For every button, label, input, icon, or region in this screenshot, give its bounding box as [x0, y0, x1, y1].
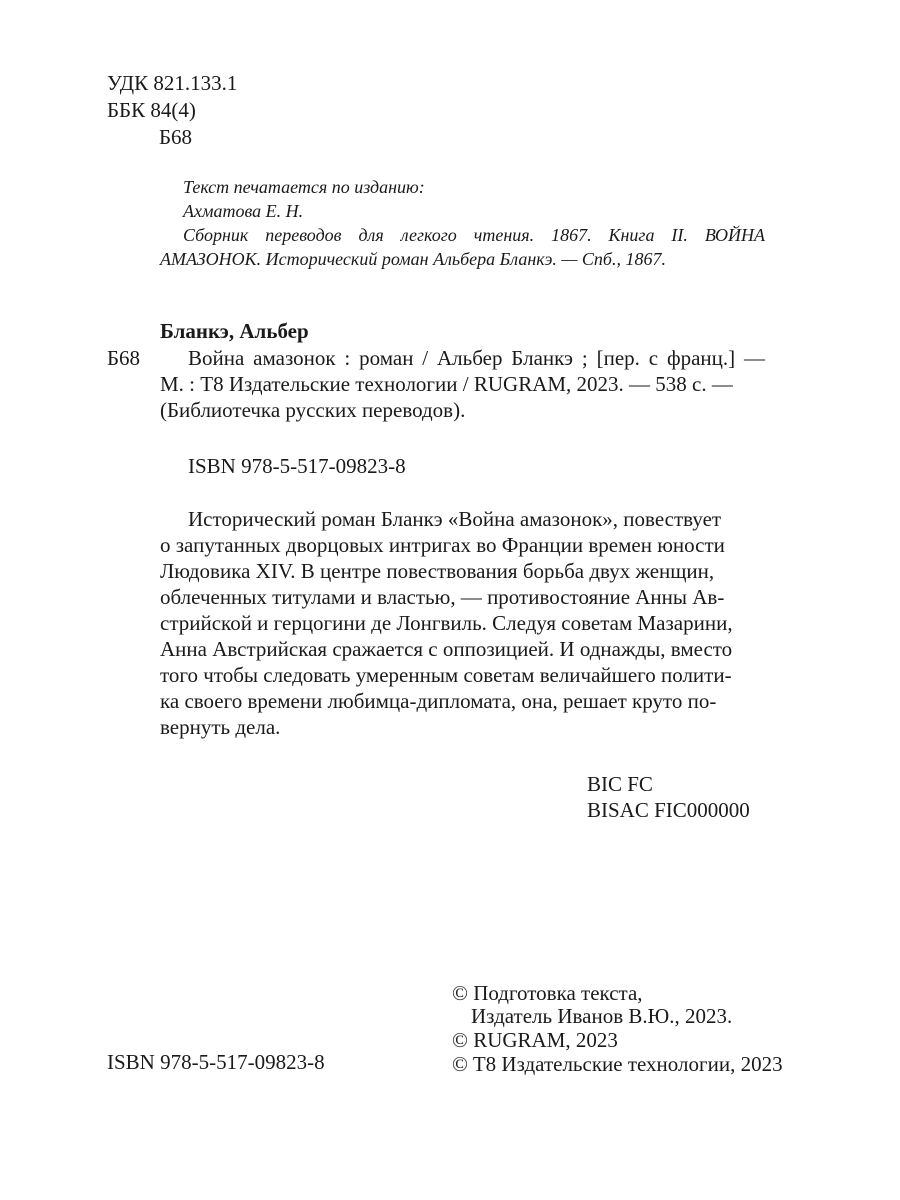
description-line-1: Война амазонок : роман / Альбер Бланкэ ; [пер. с франц.] —: [188, 346, 765, 370]
annotation-line-6: Анна Австрийская сражается с оппозицией. И однажды, вместо: [160, 637, 733, 661]
author-sign: Б68: [107, 346, 141, 370]
bic-code: BIC FC: [587, 772, 653, 796]
annotation-line-1: Исторический роман Бланкэ «Война амазонок», повествует: [188, 507, 722, 531]
annotation-line-4: облеченных титулами и властью, — противостояние Анны Ав-: [160, 585, 725, 609]
source-note-line-3: Сборник переводов для легкого чтения. 1867. Книга II. ВОЙНА: [183, 225, 765, 245]
source-note-line-2: Ахматова Е. Н.: [183, 201, 304, 221]
bbk-code: ББК 84(4): [107, 98, 196, 122]
source-note-description: [160, 223, 765, 271]
udk-code: УДК 821.133.1: [107, 71, 238, 95]
copyright-line-2: Издатель Иванов В.Ю., 2023.: [471, 1004, 733, 1028]
annotation-line-9: вернуть дела.: [160, 715, 281, 739]
description-line-2: М. : T8 Издательские технологии / RUGRAM, 2023. — 538 с. —: [160, 372, 733, 396]
annotation: [160, 506, 765, 740]
copyright-line-3: © RUGRAM, 2023: [452, 1028, 618, 1052]
annotation-line-5: стрийской и герцогини де Лонгвиль. Следуя советам Мазарини,: [160, 611, 733, 635]
description-line-3: (Библиотечка русских переводов).: [160, 398, 466, 422]
annotation-line-8: ка своего времени любимца-дипломата, она, решает круто по-: [160, 689, 717, 713]
author-sign-top: Б68: [159, 125, 193, 149]
isbn-record: ISBN 978-5-517-09823-8: [188, 454, 406, 478]
bibliographic-description: [160, 345, 765, 423]
source-note-line-1: Текст печатается по изданию:: [183, 177, 425, 197]
bisac-code: BISAC FIC000000: [587, 798, 750, 822]
copyright-line-1: © Подготовка текста,: [452, 981, 643, 1005]
annotation-line-2: о запутанных дворцовых интригах во Франции времен юности: [160, 533, 725, 557]
annotation-line-3: Людовика XIV. В центре повествования борьба двух женщин,: [160, 559, 715, 583]
copyright-line-4: © T8 Издательские технологии, 2023: [452, 1052, 783, 1076]
annotation-line-7: того чтобы следовать умеренным советам величайшего полити-: [160, 663, 732, 687]
author-heading: Бланкэ, Альбер: [160, 319, 309, 343]
isbn-footer: ISBN 978-5-517-09823-8: [107, 1050, 325, 1074]
source-note-line-4: АМАЗОНОК. Исторический роман Альбера Бланкэ. — Спб., 1867.: [160, 249, 666, 269]
